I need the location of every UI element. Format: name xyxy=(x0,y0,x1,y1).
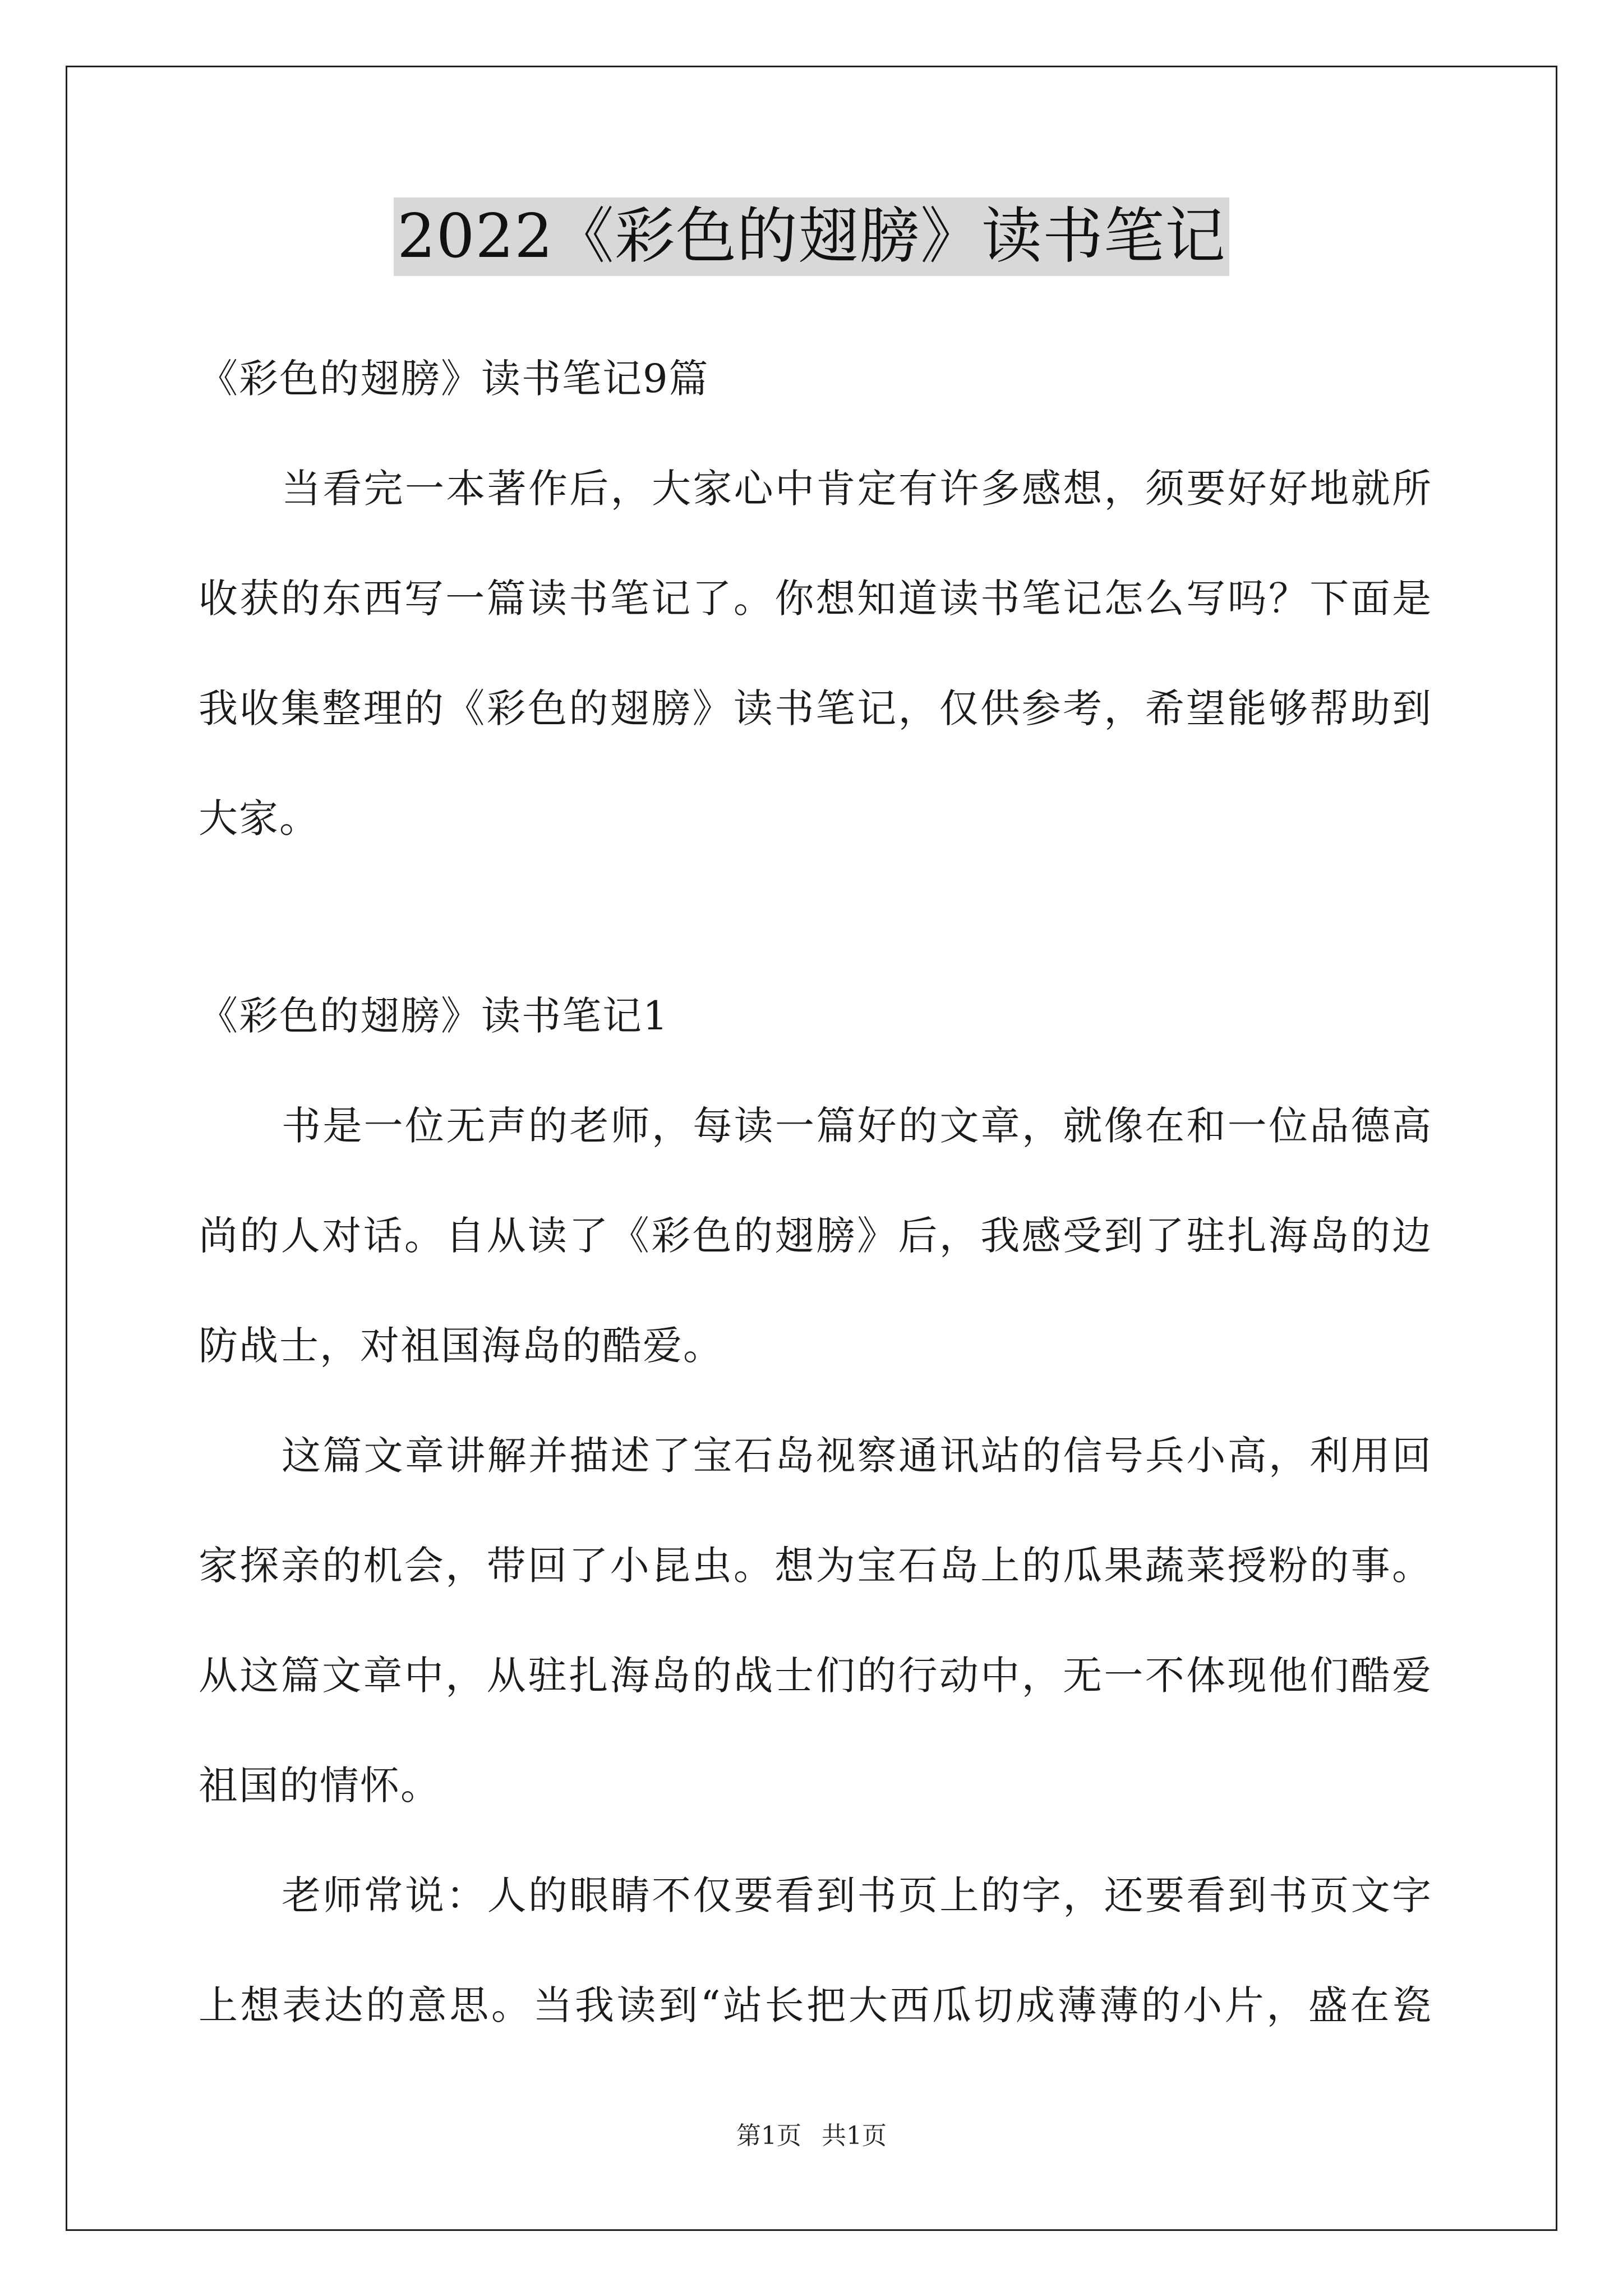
title-container xyxy=(0,197,1623,276)
intro-line: 大家。 xyxy=(199,795,320,841)
paragraph-line: 从这篇文章中，从驻扎海岛的战士们的行动中，无一不体现他们酷爱 xyxy=(199,1653,1432,1699)
paragraph-line: 尚的人对话。自从读了《彩色的翅膀》后，我感受到了驻扎海岛的边 xyxy=(199,1213,1432,1259)
subtitle: 《彩色的翅膀》读书笔记9篇 xyxy=(199,356,709,402)
page-number-total: 共1页 xyxy=(822,2122,887,2150)
paragraph-line: 祖国的情怀。 xyxy=(199,1763,441,1809)
section-heading: 《彩色的翅膀》读书笔记1 xyxy=(199,993,669,1039)
page-number-current: 第1页 xyxy=(736,2122,801,2150)
intro-line: 我收集整理的《彩色的翅膀》读书笔记，仅供参考，希望能够帮助到 xyxy=(199,685,1432,731)
paragraph-line: 书是一位无声的老师，每读一篇好的文章，就像在和一位品德高 xyxy=(282,1103,1432,1149)
paragraph-line: 这篇文章讲解并描述了宝石岛视察通讯站的信号兵小高，利用回 xyxy=(282,1433,1432,1479)
page-footer xyxy=(0,2119,1623,2153)
paragraph-line: 家探亲的机会，带回了小昆虫。想为宝石岛上的瓜果蔬菜授粉的事。 xyxy=(199,1543,1432,1589)
document-title: 2022《彩色的翅膀》读书笔记 xyxy=(394,197,1229,276)
intro-line: 当看完一本著作后，大家心中肯定有许多感想，须要好好地就所 xyxy=(282,466,1432,512)
paragraph-line: 防战士，对祖国海岛的酷爱。 xyxy=(199,1323,723,1369)
paragraph-line: 上想表达的意思。当我读到“站长把大西瓜切成薄薄的小片，盛在瓷 xyxy=(199,1982,1432,2028)
intro-line: 收获的东西写一篇读书笔记了。你想知道读书笔记怎么写吗？下面是 xyxy=(199,576,1432,622)
paragraph-line: 老师常说：人的眼睛不仅要看到书页上的字，还要看到书页文字 xyxy=(282,1872,1432,1918)
